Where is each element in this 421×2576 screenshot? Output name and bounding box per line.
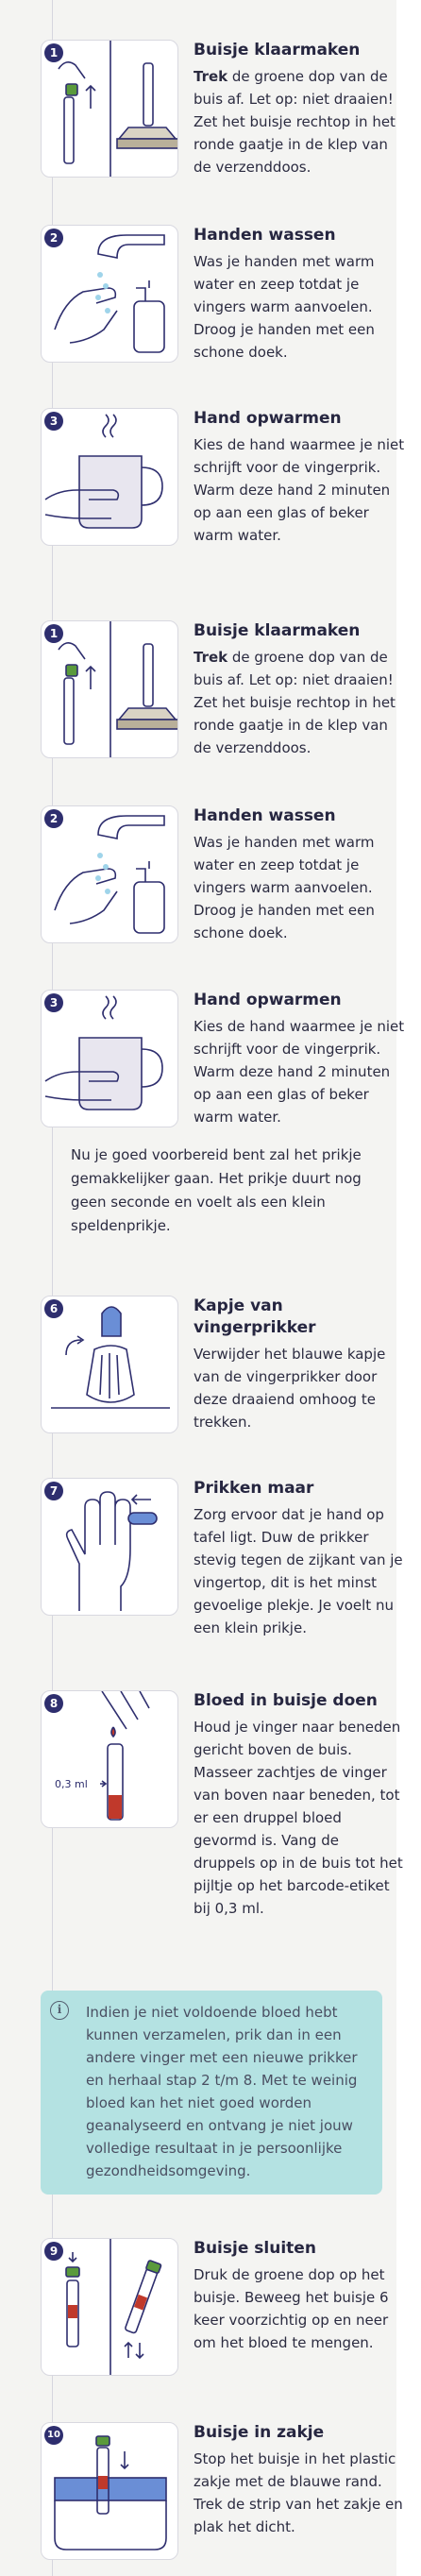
- step-description: Verwijder het blauwe kapje van de vingerprikker door deze draaiend omhoog te trekken.: [194, 1346, 386, 1431]
- step-title: Buisje klaarmaken: [194, 41, 361, 59]
- step-tube-prepare: [41, 40, 399, 181]
- step-title: Handen wassen: [194, 806, 336, 825]
- step-description: Druk de groene dop op het buisje. Beweeg het buisje 6 keer voorzichtig op en neer om het bloed te mengen.: [194, 2266, 389, 2351]
- step-title: Hand opwarmen: [194, 991, 342, 1009]
- step-description: Was je handen met warm water en zeep totdat je vingers warm aanvoelen. Droog je handen met een schone doek.: [194, 253, 375, 361]
- hand-wash-icon: [41, 805, 178, 943]
- step-tube-prepare-repeat: [41, 620, 399, 762]
- step-title: Handen wassen: [194, 226, 336, 245]
- step-title: Buisje in zakje: [194, 2423, 325, 2442]
- hand-warm-icon: [41, 408, 178, 546]
- step-description: Kies de hand waarmee je niet schrijft voor de vingerprik. Warm deze hand 2 minuten op aan een glas of beker warm water.: [194, 1018, 405, 1126]
- step-number: 10: [44, 2426, 63, 2445]
- step-description: Houd je vinger naar beneden gericht boven de buis. Masseer zachtjes de vinger van boven naar beneden, tot er een druppel bloed gevormd is. Vang de druppels op in de buis tot het pijltje op het barcode-etiket bij 0,3 ml.: [194, 1719, 403, 1917]
- step-tube-bag: [41, 2422, 403, 2564]
- step-finger-prick: [41, 1478, 403, 1636]
- step-number: 7: [44, 1482, 63, 1500]
- step-number: 1: [44, 43, 63, 62]
- step-hand-warm-repeat: [41, 990, 405, 1131]
- info-note: [41, 1991, 382, 2195]
- step-number: 8: [44, 1694, 63, 1713]
- info-note-text: Indien je niet voldoende bloed hebt kunnen verzamelen, prik dan in een andere vinger met een nieuwe prikker en herhaal stap 2 t/m 8. Met te weinig bloed kan het niet goed worden geanalyseerd en ontvang je niet jouw volledige resultaat in je persoonlijke gezondheidsomgeving.: [86, 2004, 358, 2179]
- tube-bag-icon: [41, 2422, 178, 2560]
- step-description: Kies de hand waarmee je niet schrijft voor de vingerprik. Warm deze hand 2 minuten op aan een glas of beker warm water.: [194, 436, 405, 544]
- step-title: Kapje van vingerprikker: [194, 1296, 316, 1337]
- finger-prick-icon: [41, 1478, 178, 1616]
- step-hand-wash: [41, 225, 399, 366]
- hand-warm-icon: [41, 990, 178, 1127]
- step-number: 9: [44, 2242, 63, 2261]
- blood-drop-icon: [41, 1690, 178, 1828]
- intro-paragraph: Nu je goed voorbereid bent zal het prikje gemakkelijker gaan. Het prikje duurt nog geen seconde en voelt als een klein speldenprikje.: [71, 1146, 362, 1234]
- step-title: Buisje sluiten: [194, 2239, 316, 2258]
- step-tube-close: [41, 2238, 399, 2380]
- step-description: Trek de groene dop van de buis af. Let op: niet draaien! Zet het buisje rechtop in het ronde gaatje in de klep van de verzenddoos.: [194, 649, 396, 756]
- step-title: Hand opwarmen: [194, 409, 342, 428]
- step-number: 2: [44, 809, 63, 828]
- step-description: Stop het buisje in het plastic zakje met de blauwe rand. Trek de strip van het zakje en plak het dicht.: [194, 2450, 403, 2535]
- tube-close-icon: [41, 2238, 178, 2376]
- step-description: Was je handen met warm water en zeep totdat je vingers warm aanvoelen. Droog je handen met een schone doek.: [194, 834, 375, 941]
- step-description: Trek de groene dop van de buis af. Let op: niet draaien! Zet het buisje rechtop in het ronde gaatje in de klep van de verzenddoos.: [194, 68, 396, 176]
- step-number: 3: [44, 993, 63, 1012]
- tube-open-icon: [41, 620, 178, 758]
- step-blood-collect: [41, 1690, 403, 1917]
- step-description: Zorg ervoor dat je hand op tafel ligt. Duw de prikker stevig tegen de zijkant van je vingertop, dit is het minst gevoelige plekje. Je voelt nu een klein prikje.: [194, 1506, 403, 1636]
- step-hand-warm: [41, 408, 405, 550]
- step-title: Bloed in buisje doen: [194, 1691, 378, 1710]
- lancet-cap-icon: [41, 1296, 178, 1433]
- step-hand-wash-repeat: [41, 805, 399, 947]
- step-lancet-cap: [41, 1296, 399, 1437]
- step-number: 3: [44, 412, 63, 431]
- info-icon: i: [50, 2001, 69, 2020]
- step-number: 1: [44, 624, 63, 643]
- hand-wash-icon: [41, 225, 178, 363]
- tube-open-icon: [41, 40, 178, 178]
- step-number: 6: [44, 1299, 63, 1318]
- step-title: Prikken maar: [194, 1479, 314, 1498]
- volume-label: 0,3 ml: [55, 1778, 88, 1790]
- step-title: Buisje klaarmaken: [194, 621, 361, 640]
- step-number: 2: [44, 229, 63, 247]
